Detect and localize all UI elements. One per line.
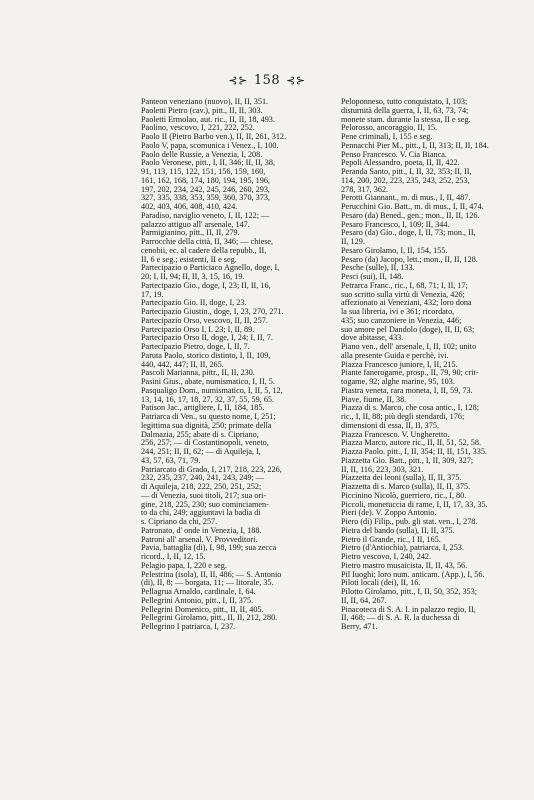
index-line: 244, 251; II, II, 62; — di Aquileja, I, bbox=[141, 447, 261, 456]
index-line: Pesaro Girolamo, I, II, 154, 155. bbox=[341, 245, 448, 255]
index-line: Pietra del bando (sulla), II, II, 375. bbox=[341, 525, 455, 535]
index-line: 13, 14, 16, 17, 18, 27, 32, 37, 55, 59, 65. bbox=[141, 394, 275, 404]
index-line: 402, 403, 406, 408, 410, 424. bbox=[141, 202, 238, 211]
index-line: Piazza Marco, autore ric., II, II, 51, 52, 58. bbox=[341, 438, 482, 448]
index-line: Paradiso, naviglio veneto, I, II, 122; — bbox=[141, 210, 270, 220]
index-line: monete stam. durante la stessa, II e seg. bbox=[341, 114, 471, 124]
index-line: 278, 317, 362. bbox=[341, 184, 389, 194]
index-line: Panteon veneziano (nuovo), II, II, 351. bbox=[141, 97, 269, 106]
index-column-right bbox=[341, 98, 534, 632]
index-line: Penso Francesco. V. Cia Bianca. bbox=[341, 149, 447, 159]
index-line: 435; suo canzoniere in Venezia, 446; bbox=[341, 315, 462, 325]
index-line: Pepoli Alessandro, poeta, II, II, 422. bbox=[341, 158, 460, 168]
index-line: Pilotto Girolamo, pitt., I, II, 50, 352, 353; bbox=[341, 587, 477, 596]
index-line: Pellegrini Antonio, pitt., I, II, 375. bbox=[141, 595, 254, 605]
index-line: (di), II, 8; — borgata, 11; — litorale, 35. bbox=[141, 578, 274, 588]
index-line: alla presente Guida e perchè, ivi. bbox=[341, 350, 449, 360]
index-line: Paolo Veronese, pitt., I, II, 346; II, II, 38, bbox=[141, 158, 276, 168]
ornament-left-icon: ⊰⊱ bbox=[228, 74, 248, 87]
index-line: Paolo delle Russie, a Venezia, I, 208. bbox=[141, 149, 263, 159]
index-line: Pennacchi Pier M., pitt., I, II, 313; II, II, 184. bbox=[341, 140, 489, 150]
index-line: Piazza di s. Marco, che cosa antic., I, 128; bbox=[341, 403, 480, 413]
index-line: Pieri (de). V. Zoppo Antonio. bbox=[341, 508, 437, 518]
index-line: Pesaro (da) Bened., gen.; mon., II, II, 126. bbox=[341, 210, 480, 220]
index-line: Piazzetta dei leoni (sulla), II, II, 375. bbox=[341, 473, 462, 483]
index-line: cenobii, ec. al cadere della repubb., II, bbox=[141, 245, 267, 255]
index-line: Pelestrina (isola), II, II, 486; — S. Antonio bbox=[141, 569, 282, 579]
index-line: 327, 335, 338, 353, 359, 360, 370, 373, bbox=[141, 193, 270, 203]
index-line: Pietro il Grande, ric., I II, 165. bbox=[341, 534, 441, 544]
index-line: Paolino, vescovo, I, 221, 222, 252. bbox=[141, 123, 255, 133]
index-line: Piazza Francesco juniore, I, II, 215. bbox=[341, 359, 458, 369]
index-line: 256, 257; — di Costantinopoli, veneto, bbox=[141, 438, 269, 448]
index-line: ric., I, II, 88; più degli stendardi, 176; bbox=[341, 412, 465, 421]
index-line: Pietro (d'Antiochia), patriarca, I, 253. bbox=[341, 543, 464, 553]
index-line: Piazza Francesco. V. Ungheretto. bbox=[341, 429, 450, 439]
index-line: Parrocchie della città, II, 346; — chiese, bbox=[141, 237, 274, 246]
index-line: II, II, 116, 223, 303, 321. bbox=[341, 464, 424, 474]
index-line: Partecipazio Orso II, doge, I, 24; I, II, 7. bbox=[141, 333, 273, 343]
index-line: Pesaro (da) Gio., doge, I, II, 73; mon., II, bbox=[341, 228, 476, 238]
index-column-left bbox=[141, 98, 335, 632]
index-line: Partecipazio Orso, vescovo, II, II, 257. bbox=[141, 315, 268, 325]
index-line: — di Venezia, suoi titoli, 217; sua ori- bbox=[141, 490, 267, 500]
index-line: Pesaro Francesco, I, 109; II, 344. bbox=[341, 219, 450, 229]
index-line: Pavia, battaglia (di), I, 98, 199; sua zecca bbox=[141, 543, 277, 553]
index-line: Pietro vescovo, I, 240, 242. bbox=[341, 552, 432, 561]
index-line: Pellegrini Girolamo, pitt., II, II, 212, 280. bbox=[141, 613, 278, 623]
index-line: II, 468; — di S. A. R. la duchessa di bbox=[341, 613, 460, 623]
index-line: s. Cipriano da chi, 257. bbox=[141, 517, 218, 526]
index-line: Paoletti Ermolao, aut. ric., II, II, 18, 493. bbox=[141, 114, 275, 124]
index-line: ricord., I, II, 12, 15. bbox=[141, 552, 206, 561]
index-line: Piave, fiume, II, 38. bbox=[341, 394, 407, 404]
index-line: affezionato ai Veneziani, 432; loro dona bbox=[341, 298, 472, 308]
index-line: Piloti locali (dei), II, 16. bbox=[341, 578, 421, 588]
index-line: 232, 235, 237, 240, 241, 243, 249; — bbox=[141, 473, 265, 483]
index-line: Patison Jac., artigliere, I, II, 184, 185. bbox=[141, 403, 265, 413]
index-line: Pinacoteca di S. A. I. in palazzo regio, II, bbox=[341, 604, 476, 614]
index-line: Patroni all' arsenal. V. Provveditori. bbox=[141, 534, 258, 544]
index-line: Piccinino Nicolò, guerriero, ric., I, 80. bbox=[341, 490, 467, 500]
index-line: Pil Iuoghi; loro num. anticam. (App.), I, 56. bbox=[341, 569, 485, 579]
index-line: Pesche (sulle), II, 133. bbox=[341, 263, 415, 273]
index-line: Piastra veneta, rara moneta, I, II, 59, 73. bbox=[341, 385, 473, 395]
index-line: Piante fanerogame, prosp., II, 79, 90; crit- bbox=[341, 368, 479, 378]
index-line: togame, 92; alghe marine, 95, 103. bbox=[341, 377, 455, 386]
index-line: Pesaro (da) Jacopo, lett.; mon., II, II, 128. bbox=[341, 254, 478, 264]
index-line: Pascoli Marianna, pittr., II, II, 230. bbox=[141, 368, 255, 378]
index-line: 17, 19. bbox=[141, 289, 164, 299]
index-line: Perucchini Gio. Batt., m. di mus., I, II, 474. bbox=[341, 202, 484, 211]
index-line: Pietro mastro musaicista, II, II, 43, 56. bbox=[341, 560, 468, 570]
index-line: Pelorosso, ancoraggio, II, 15. bbox=[341, 123, 438, 133]
index-line: 20; I, II, 94; II, II, 3, 15, 16, 19. bbox=[141, 272, 245, 281]
index-line: Perotti Giannant., m. di mus., I, II, 487. bbox=[341, 193, 471, 203]
index-line: la sua libreria, ivi e 361; ricordato, bbox=[341, 307, 455, 316]
index-line: Partecipazio Orso I, I. 23; I, II, 89. bbox=[141, 324, 255, 334]
index-line: Pasini Gius., abate, numismatico, I, II, 5. bbox=[141, 377, 275, 386]
index-line: 43, 57, 63, 71, 79. bbox=[141, 455, 201, 465]
page-header bbox=[0, 73, 534, 88]
index-line: Piano ven., dell' arsenale, I, II, 102; unito bbox=[341, 342, 477, 351]
index-line: 440, 442, 447; II, II, 265. bbox=[141, 359, 224, 369]
index-line: Patriarcato di Grado, I, 217, 218, 223, 226, bbox=[141, 464, 282, 474]
index-line: Paruta Paolo, storico distinto, I, II, 109, bbox=[141, 350, 271, 360]
index-line: Partecipazio Gio. II, doge, I, 23. bbox=[141, 298, 247, 308]
index-line: Paoletti Pietro (cav.), pitt., II, II, 303. bbox=[141, 105, 263, 115]
index-line: suo amore pel Dandolo (doge), II, II, 63; bbox=[341, 324, 475, 334]
index-line: palazzo attiguo all' arsenale, 147. bbox=[141, 219, 250, 229]
index-line: Parmigianino, pitt., II, II, 279. bbox=[141, 228, 240, 238]
index-line: Pasqualigo Dom., numismatico, I, II, 5, 12, bbox=[141, 385, 283, 395]
index-line: II, II, 64, 267. bbox=[341, 595, 387, 605]
index-line: Patriarca di Ven., su questo nome, I, 251; bbox=[141, 412, 276, 421]
ornament-right-icon: ⊰⊱ bbox=[286, 74, 306, 87]
index-line: Pellegrino I patriarca, I, 237. bbox=[141, 622, 236, 631]
index-line: II, 6 e seg.; esistenti, II e seg. bbox=[141, 254, 237, 264]
index-line: Patronato, d' onde in Venezia, I, 188. bbox=[141, 525, 262, 535]
index-line: Pene criminali, I, 155 e seg. bbox=[341, 132, 433, 141]
index-line: to da chi, 249; aggiuntavi la badia di bbox=[141, 508, 261, 518]
index-line: Partecipazio Pietro, doge, I, II, 7. bbox=[141, 342, 250, 351]
index-line: II, 129. bbox=[341, 237, 365, 246]
index-line: Piero (di) Filip., pub. gli stat. ven., I, 278. bbox=[341, 517, 478, 526]
index-line: Pellagrua Arnaldo, cardinale, I, 64. bbox=[141, 587, 256, 596]
index-line: Pesci (sui), II, 148. bbox=[341, 272, 404, 281]
index-line: Piazza Paolo. pitt., I, II, 354; II, II, 151, 335. bbox=[341, 447, 487, 456]
index-line: Piazzetta Gio. Batt., pitt., I, II, 309, 327; bbox=[341, 455, 474, 465]
index-line: Partecipazio Giustin., doge, I, 23, 270, 271. bbox=[141, 307, 284, 316]
index-line: gine, 218, 225, 230; suo cominciamen- bbox=[141, 499, 269, 509]
index-line: 91, 113, 115, 122, 151, 156, 159, 160, bbox=[141, 167, 266, 176]
index-line: Paolo V, papa, scomunica i Venez., I, 100. bbox=[141, 140, 279, 150]
index-line: Berry, 471. bbox=[341, 622, 378, 631]
index-line: legittima sua dignità, 250; primate della bbox=[141, 420, 272, 430]
index-line: Paolo II (Pietro Barbo ven.), II, II, 261, 312. bbox=[141, 132, 287, 141]
index-line: Dalmazia, 255; abate di s. Cipriano, bbox=[141, 429, 259, 439]
index-line: Petrarca Franc., ric., I, 68, 71; I, II, 17; bbox=[341, 280, 468, 290]
index-line: Piazzetta di s. Marco (sulla), II, II, 375. bbox=[341, 482, 471, 491]
index-line: dove abitasse, 433. bbox=[341, 333, 404, 343]
index-line: di Aquileja, 218, 222, 250, 251, 252; bbox=[141, 482, 262, 491]
index-line: Partecipazio Gio., doge, I, 23; II, II, 16, bbox=[141, 280, 271, 290]
index-line: dimensioni di essa, II, II, 375. bbox=[341, 420, 440, 430]
page-number: 158 bbox=[253, 73, 281, 88]
index-line: Pellegrini Domenico, pitt., II, II, 405. bbox=[141, 604, 264, 614]
index-line: Peranda Santo, pitt., I, II, 32, 353; II, II, bbox=[341, 167, 472, 176]
index-line: Piccoli, monetuccia di rame, I, II, 17, 33, 35. bbox=[341, 499, 488, 509]
index-line: Pelagio papa, I, 220 e seg. bbox=[141, 560, 227, 570]
index-line: Partecipazio o Particiaco Agnello, doge, I, bbox=[141, 263, 280, 273]
index-line: 114, 200, 202, 223, 235, 243, 252, 253, bbox=[341, 175, 470, 185]
index-line: Peloponneso, tutto conquistato, I, 103; bbox=[341, 97, 468, 106]
index-line: 197, 202, 234, 242, 245, 246, 260, 293, bbox=[141, 184, 270, 194]
index-line: 161, 162, 168, 174, 180, 194, 195, 196, bbox=[141, 175, 270, 185]
index-line: disturnità della guerra, I, II, 63, 73, 74; bbox=[341, 105, 469, 115]
index-line: suo scritto sulla virtù di Venezia, 426; bbox=[341, 289, 465, 299]
